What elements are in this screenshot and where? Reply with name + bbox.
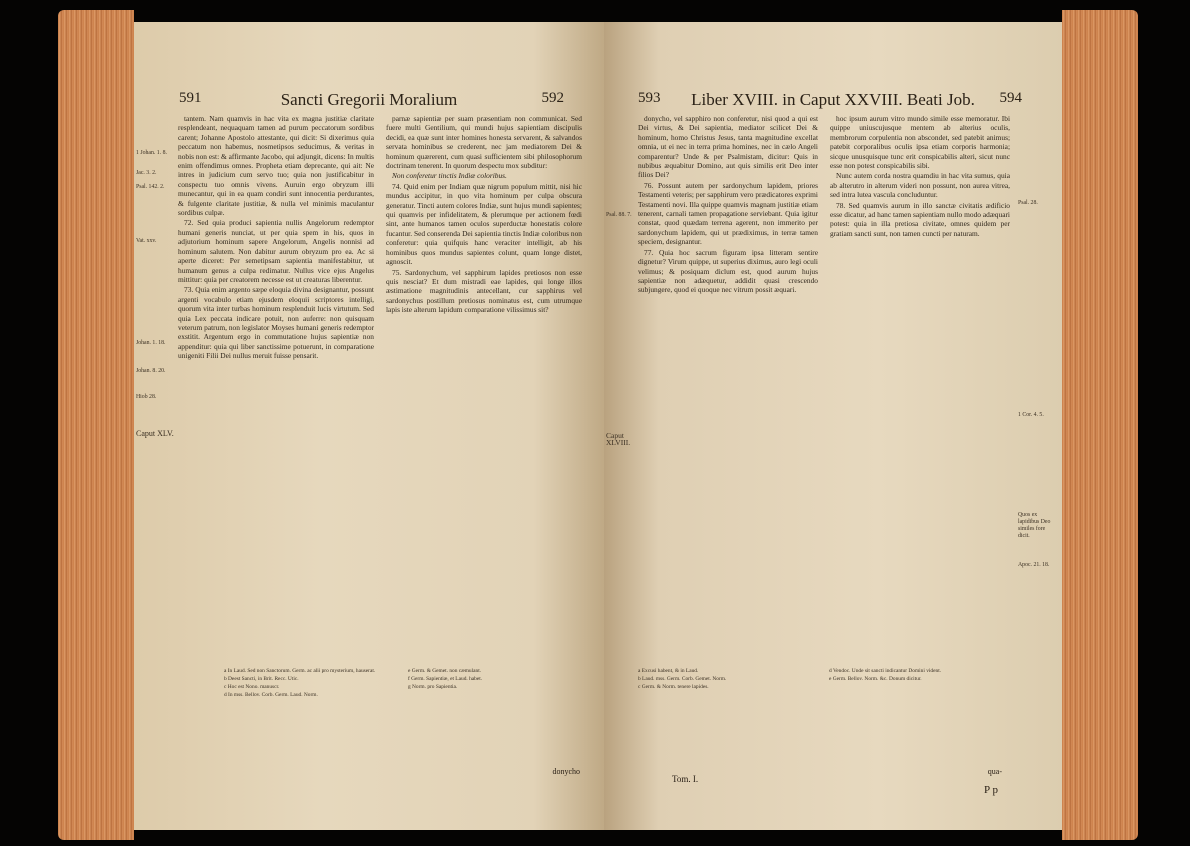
footnote: c Germ. & Norm. tenere lapides.	[638, 684, 709, 690]
footnote: g Norm. pro Sapientia.	[408, 684, 458, 690]
margin-note: Jac. 3. 2.	[136, 170, 157, 176]
margin-note: Johan. 8. 20.	[136, 368, 166, 374]
paragraph: 77. Quia hoc sacrum figuram ipsa litteram sentire dignetur? Virum quippe, ut superius diximus, auro legi oculi velimus; & posiquam diclum est, quod aurum hujus sapientiæ non adæquetur, addidit quasi crescendo subjungere, quod ei quoque nec vitrum possit æquari.	[638, 247, 818, 295]
left-page	[134, 22, 604, 830]
right-text-columns	[638, 114, 1010, 296]
margin-note: Apoc. 21. 18.	[1018, 562, 1050, 568]
right-page-number-a: 593	[638, 90, 661, 106]
left-text-columns	[178, 114, 582, 362]
paragraph: 76. Possunt autem per sardonychum lapidem, priores Testamenti veteris; per sapphirum vero prædicatores exprimi Testamenti novi. Illa quippe quamvis magnam justitiæ etiam tenerent, carnali tamen propagatione serviebant. Quia igitur constat, quod quædam terrena agerent, non immerito per sardonychum lapidem, qui ut prædiximus, in terræ tamen speciem, designantur.	[638, 180, 818, 247]
margin-note: Psal. 28.	[1018, 200, 1038, 206]
open-book	[58, 10, 1138, 840]
left-running-title: Sancti Gregorii Moralium	[280, 90, 458, 109]
paragraph: Nunc autem corda nostra quamdiu in hac vita sumus, quia ab alterutro in alterum videri non possunt, non aurea vitrea, sed intra lutea vascula concluduntur.	[830, 171, 1010, 200]
margin-note: Caput XLVIII.	[606, 431, 631, 447]
margin-note: Johan. 1. 18.	[136, 340, 166, 346]
left-page-number-a: 591	[179, 90, 202, 106]
margin-note: Vat. xxv.	[136, 238, 157, 244]
margin-note: Psal. 142. 2.	[136, 184, 165, 190]
right-footnotes	[638, 668, 1010, 692]
footnote: a In Laud. Sed non Sanctorum. Germ. ac alii pro mysterium, hauserat.	[224, 668, 376, 674]
left-page-number-b: 592	[541, 90, 564, 106]
margin-note: 1 Johan. 1. 8.	[136, 150, 167, 156]
left-column-1	[178, 114, 374, 362]
footnote: d Vendoc. Unde sit sancti indicantur Domini vident.	[829, 668, 942, 674]
footnote: b Laud. mss. Germ. Corb. Gemet. Norm.	[638, 676, 727, 682]
right-column-1	[638, 114, 818, 296]
footnote: c Hoc est Nono. manuscr.	[224, 684, 280, 690]
footnote: a Excusi habent, & in Laud.	[638, 668, 699, 674]
margin-note: Psal. 88. 7.	[606, 212, 632, 218]
margin-note: 1 Cor. 4. 5.	[1018, 412, 1044, 418]
footnote: f Germ. Sapientiæ, et Laud. habet.	[408, 676, 483, 682]
signature-mark: P p	[984, 784, 998, 796]
paragraph: parnæ sapientiæ per suam præsentiam non communicat. Sed fuere multi Gentilium, qui mundi hujus sapientiam discipulis decidi, ea quæ sunt inter homines honesta servarent, & salvandos servata hominibus se crederent, nec jam mediatorem Dei & hominum quærerent, cum quasi sufficientem sibi philosophorum doctrinam tenerent. In quorum despectu mox subditur:	[386, 114, 582, 171]
footnote: e Germ. Bellov. Norm. &c. Donum dicitur.	[829, 676, 922, 682]
paragraph: 75. Sardonychum, vel sapphirum lapides pretiosos non esse quis nesciat? Et dum mistradi eae lapides, qui longe illos æstimatione magnitudinis antecellant, cur sapphirus vel sardonychus postillum pretiosus nominatus est, cum utrumque lapis iste alterum lapidum comparatione vilissimus sit?	[386, 267, 582, 315]
right-page	[604, 22, 1062, 830]
right-running-head	[604, 90, 1062, 112]
volume-signature: Tom. I.	[672, 774, 699, 784]
right-column-2	[830, 114, 1010, 296]
left-footnotes	[224, 668, 582, 700]
right-page-number-b: 594	[999, 90, 1022, 106]
footnote: e Germ. & Gemet. non cæmulant.	[408, 668, 482, 674]
margin-note: Quos ex lapidibus Deo similes fore dicit.	[1018, 512, 1051, 539]
margin-note: Hiob 28.	[136, 394, 157, 400]
footnote: b Deest Sancti, in Brit. Recc. Utic.	[224, 676, 299, 682]
right-page-edge	[1062, 10, 1138, 840]
right-running-title: Liber XVIII. in Caput XXVIII. Beati Job.	[691, 90, 975, 109]
left-page-edge	[58, 10, 134, 840]
paragraph: 72. Sed quia produci sapientia nullis Angelorum redemptor humani generis nunciat, ut per quia spem in his, quos in adjutorium hominum sapere Angelorum, Angelis nonnisi ad hominum salutem. Non dabitur aurum obryzum pro ea. Ac si aperte diceret: Per semetipsam sapientia manifestabitur, ut humanum genus a culpa redimatur. Nullus vice ejus Angelus mittitur: quia per creatorem necesse est ut creaturas liberentur.	[178, 218, 374, 284]
paragraph: tantem. Nam quamvis in hac vita ex magna justitiæ claritate resplendeant, nequaquam tamen ad purum peccatorum sordibus carent; Johanne Apostolo attestante, qui dicit: Si dixerimus quia peccatum non habemus, nosmetipsos seducimus, & veritas in nobis non est: & affirmante Jacobo, qui adjungit, dicens: In multis enim offendimus omnes. Propheta etiam deprecante, qui ait: Ne intres in judicium cum servo tuo; quia non justificabitur in conspectu tuo omnis vivens. Auruin ergo obryzum illi munecantur, qui in ea quam condiri sunt innocentia perdurantes, & fulgente claritate justitiæ, & nulla vel minimis maculantur sordibus culpæ.	[178, 114, 374, 218]
margin-note: Caput XLV.	[136, 429, 174, 438]
paragraph: 73. Quia enim argento sæpe eloquia divina designantur, possunt argenti vocabulo etiam ejusdem eloquii scriptores intelligi, quorum vita inter turbas hominum resplenduit lucis virtutum. Sed quia Lex peccata indicare potuit, non auferre: non quisquam veterum patrum, non legislator Moyses humani generis redemptor exstitit. Argentum ergo in commutatione hujus sapientiæ non appenditur: quia qui liber sanctissime potuerunt, in comparatione unigeniti Filii Dei nullus meruit fuisse pensarit.	[178, 285, 374, 361]
left-column-2	[386, 114, 582, 362]
paragraph: donycho, vel sapphiro non conferetur, nisi quod a qui est Dei virtus, & Dei sapientia, mediator scilicet Dei & hominum, homo Christus Jesus, tanta magnitudine excellat omnia, ut ei nec in terra prima homines, nec in cælo Angeli comparentur? Unde & per Psalmistam, dicitur: Quis in nubibus æquabitur Domino, aut quis similis erit Deo inter filios Dei?	[638, 114, 818, 180]
paragraph: hoc ipsum aurum vitro mundo simile esse memoratur. Ibi quippe uniuscujusque mentem ab alterius oculis, membrorum corpulentia non abscondet, sed patebit animus; patebit corporalibus oculis ipsa etiam corporis harmonia; sicque unusquisque tunc erit conspicabilis alteri, sicut nunc esse non potest conspicabilis sibi.	[830, 114, 1010, 171]
footnote: d In mss. Bellov. Corb. Germ. Laud. Norm.	[224, 692, 318, 698]
paragraph: Non conferetur tinctis Indiæ coloribus.	[392, 171, 507, 181]
left-running-head	[134, 90, 604, 112]
catchword: donycho	[552, 767, 580, 776]
paragraph: 78. Sed quamvis aurum in illo sanctæ civitatis ædificio esse dicatur, ad hanc tamen sapientiam nullo modo adæquari potest: quia in illa pretiosa civitate, omnes quidem per gratiam sancti sunt, non tamen cuncti per naturam.	[830, 200, 1010, 238]
paragraph: 74. Quid enim per Indiam quæ nigrum populum mittit, nisi hic mundus accipitur, in quo vita hominum per culpa obscura generatur. Tincti autem colores Indiæ, sunt hujus mundi sapientes; qui quamvis per infidelitatem, & plerumque per actionem fœdi sint, ante humanos tamen oculos superductæ honestatis colore fucantur. Sed conserenda Dei sapientia tinctis Indiæ coloribus non conferetur: quia quifquis hanc veraciter intelligit, ab his hominibus quos mundus sapientes colunt, quam longe distet, agnoscit.	[386, 181, 582, 267]
catchword: qua-	[987, 767, 1002, 776]
